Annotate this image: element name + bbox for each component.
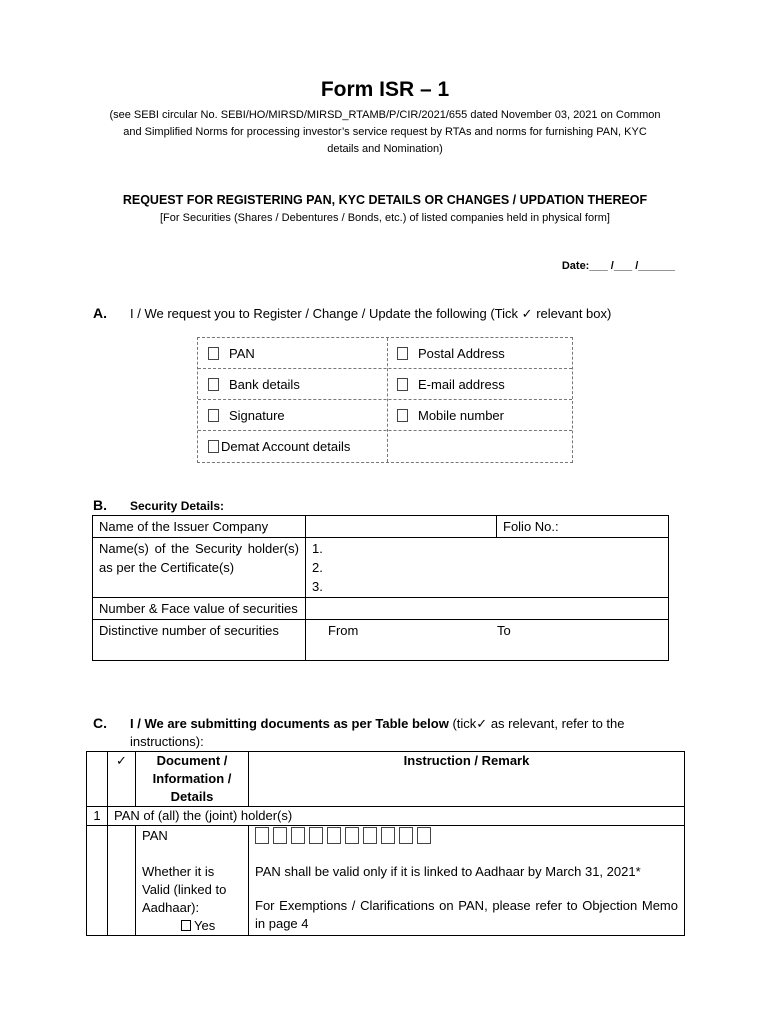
- section-a-letter: A.: [93, 305, 107, 321]
- section-a-instruction-post: relevant box): [536, 306, 612, 321]
- yes-label: Yes: [194, 918, 216, 933]
- option-label: PAN: [229, 346, 255, 361]
- number-face-label: Number & Face value of securities: [93, 598, 306, 620]
- request-subtitle: [For Securities (Shares / Debentures / Bonds, etc.) of listed companies held in physical form]: [160, 212, 610, 224]
- section-a-instruction: [130, 306, 611, 322]
- option-email-address[interactable]: [397, 377, 505, 392]
- row-number: 1: [87, 807, 108, 826]
- valid-question: Whether it is Valid (linked to Aadhaar):: [142, 864, 227, 915]
- option-label: E-mail address: [418, 377, 505, 392]
- request-title: REQUEST FOR REGISTERING PAN, KYC DETAILS OR CHANGES / UPDATION THEREOF: [122, 193, 648, 207]
- option-demat-account[interactable]: [208, 439, 350, 454]
- section-c-heading-line2: instructions):: [130, 734, 204, 749]
- section-c-heading-post: as relevant, refer to the: [490, 716, 625, 731]
- checkbox-icon[interactable]: [208, 378, 219, 391]
- section-b-letter: B.: [93, 497, 107, 513]
- update-options-grid: [197, 337, 573, 463]
- pan-input-boxes[interactable]: [255, 827, 678, 848]
- checkbox-icon[interactable]: [208, 440, 219, 453]
- option-postal-address[interactable]: [397, 346, 505, 361]
- holders-input[interactable]: [306, 538, 669, 598]
- option-label: Signature: [229, 408, 285, 423]
- distinctive-label: Distinctive number of securities: [93, 620, 306, 661]
- option-label: Postal Address: [418, 346, 505, 361]
- header-num-cell: [87, 752, 108, 807]
- to-label: To: [497, 623, 511, 638]
- pan-label: PAN: [142, 828, 168, 843]
- section-c-heading: [130, 716, 678, 732]
- checkbox-icon[interactable]: [208, 409, 219, 422]
- check-icon: ✓: [521, 306, 533, 321]
- pan-details-cell: [136, 826, 249, 936]
- number-face-input[interactable]: [306, 598, 669, 620]
- subtitle-line-1: (see SEBI circular No. SEBI/HO/MIRSD/MIRSD_RTAMB/P/CIR/2021/655 dated November 03, 2021 on Common: [109, 109, 661, 121]
- checkbox-icon[interactable]: [397, 409, 408, 422]
- checkbox-icon[interactable]: [208, 347, 219, 360]
- check-icon: ✓: [476, 716, 488, 731]
- option-label: Demat Account details: [221, 439, 351, 454]
- checkbox-icon[interactable]: [181, 920, 191, 931]
- remark-aadhaar: PAN shall be valid only if it is linked to Aadhaar by March 31, 2021*: [255, 864, 641, 879]
- issuer-label: Name of the Issuer Company: [93, 516, 306, 538]
- row1-check-cell[interactable]: [108, 826, 136, 936]
- folio-label: Folio No.:: [503, 519, 559, 534]
- option-mobile-number[interactable]: [397, 408, 504, 423]
- row1-label: PAN of (all) the (joint) holder(s): [108, 807, 685, 826]
- holder-line: 1.: [312, 541, 323, 556]
- holders-label: Name(s) of the Security holder(s) as per the Certificate(s): [93, 538, 306, 598]
- issuer-input[interactable]: [306, 516, 497, 538]
- section-c-letter: C.: [93, 715, 107, 731]
- option-label: Bank details: [229, 377, 300, 392]
- holder-line: 2.: [312, 560, 323, 575]
- form-title: Form ISR – 1: [320, 78, 450, 101]
- section-b-heading: Security Details:: [130, 499, 225, 513]
- checkbox-icon[interactable]: [397, 347, 408, 360]
- empty-cell: [87, 826, 108, 936]
- documents-table: [86, 751, 685, 936]
- section-c-heading-pre: (tick: [452, 716, 477, 731]
- option-pan[interactable]: [208, 346, 255, 361]
- distinctive-input[interactable]: [306, 620, 669, 661]
- remark-exemptions: For Exemptions / Clarifications on PAN, please refer to Objection Memo in page 4: [255, 898, 678, 931]
- option-signature[interactable]: [208, 408, 285, 423]
- col-document-header: Document / Information / Details: [136, 752, 249, 807]
- yes-option[interactable]: [142, 917, 242, 935]
- section-a-instruction-pre: I / We request you to Register / Change / Update the following (Tick: [130, 306, 519, 321]
- option-label: Mobile number: [418, 408, 504, 423]
- subtitle-line-3: details and Nomination): [327, 143, 443, 155]
- section-c-heading-bold: I / We are submitting documents as per Table below: [130, 716, 449, 731]
- check-icon: ✓: [108, 752, 136, 807]
- holder-line: 3.: [312, 579, 323, 594]
- date-field[interactable]: Date:___ /___ /______: [561, 260, 675, 272]
- subtitle-line-2: and Simplified Norms for processing investor’s service request by RTAs and norms for furnishing PAN, KYC: [123, 126, 647, 138]
- folio-field[interactable]: [497, 516, 669, 538]
- security-details-table: [92, 515, 669, 661]
- checkbox-icon[interactable]: [397, 378, 408, 391]
- from-label: From: [328, 623, 359, 638]
- col-instruction-header: Instruction / Remark: [249, 752, 685, 807]
- option-bank-details[interactable]: [208, 377, 300, 392]
- pan-remark-cell: [249, 826, 685, 936]
